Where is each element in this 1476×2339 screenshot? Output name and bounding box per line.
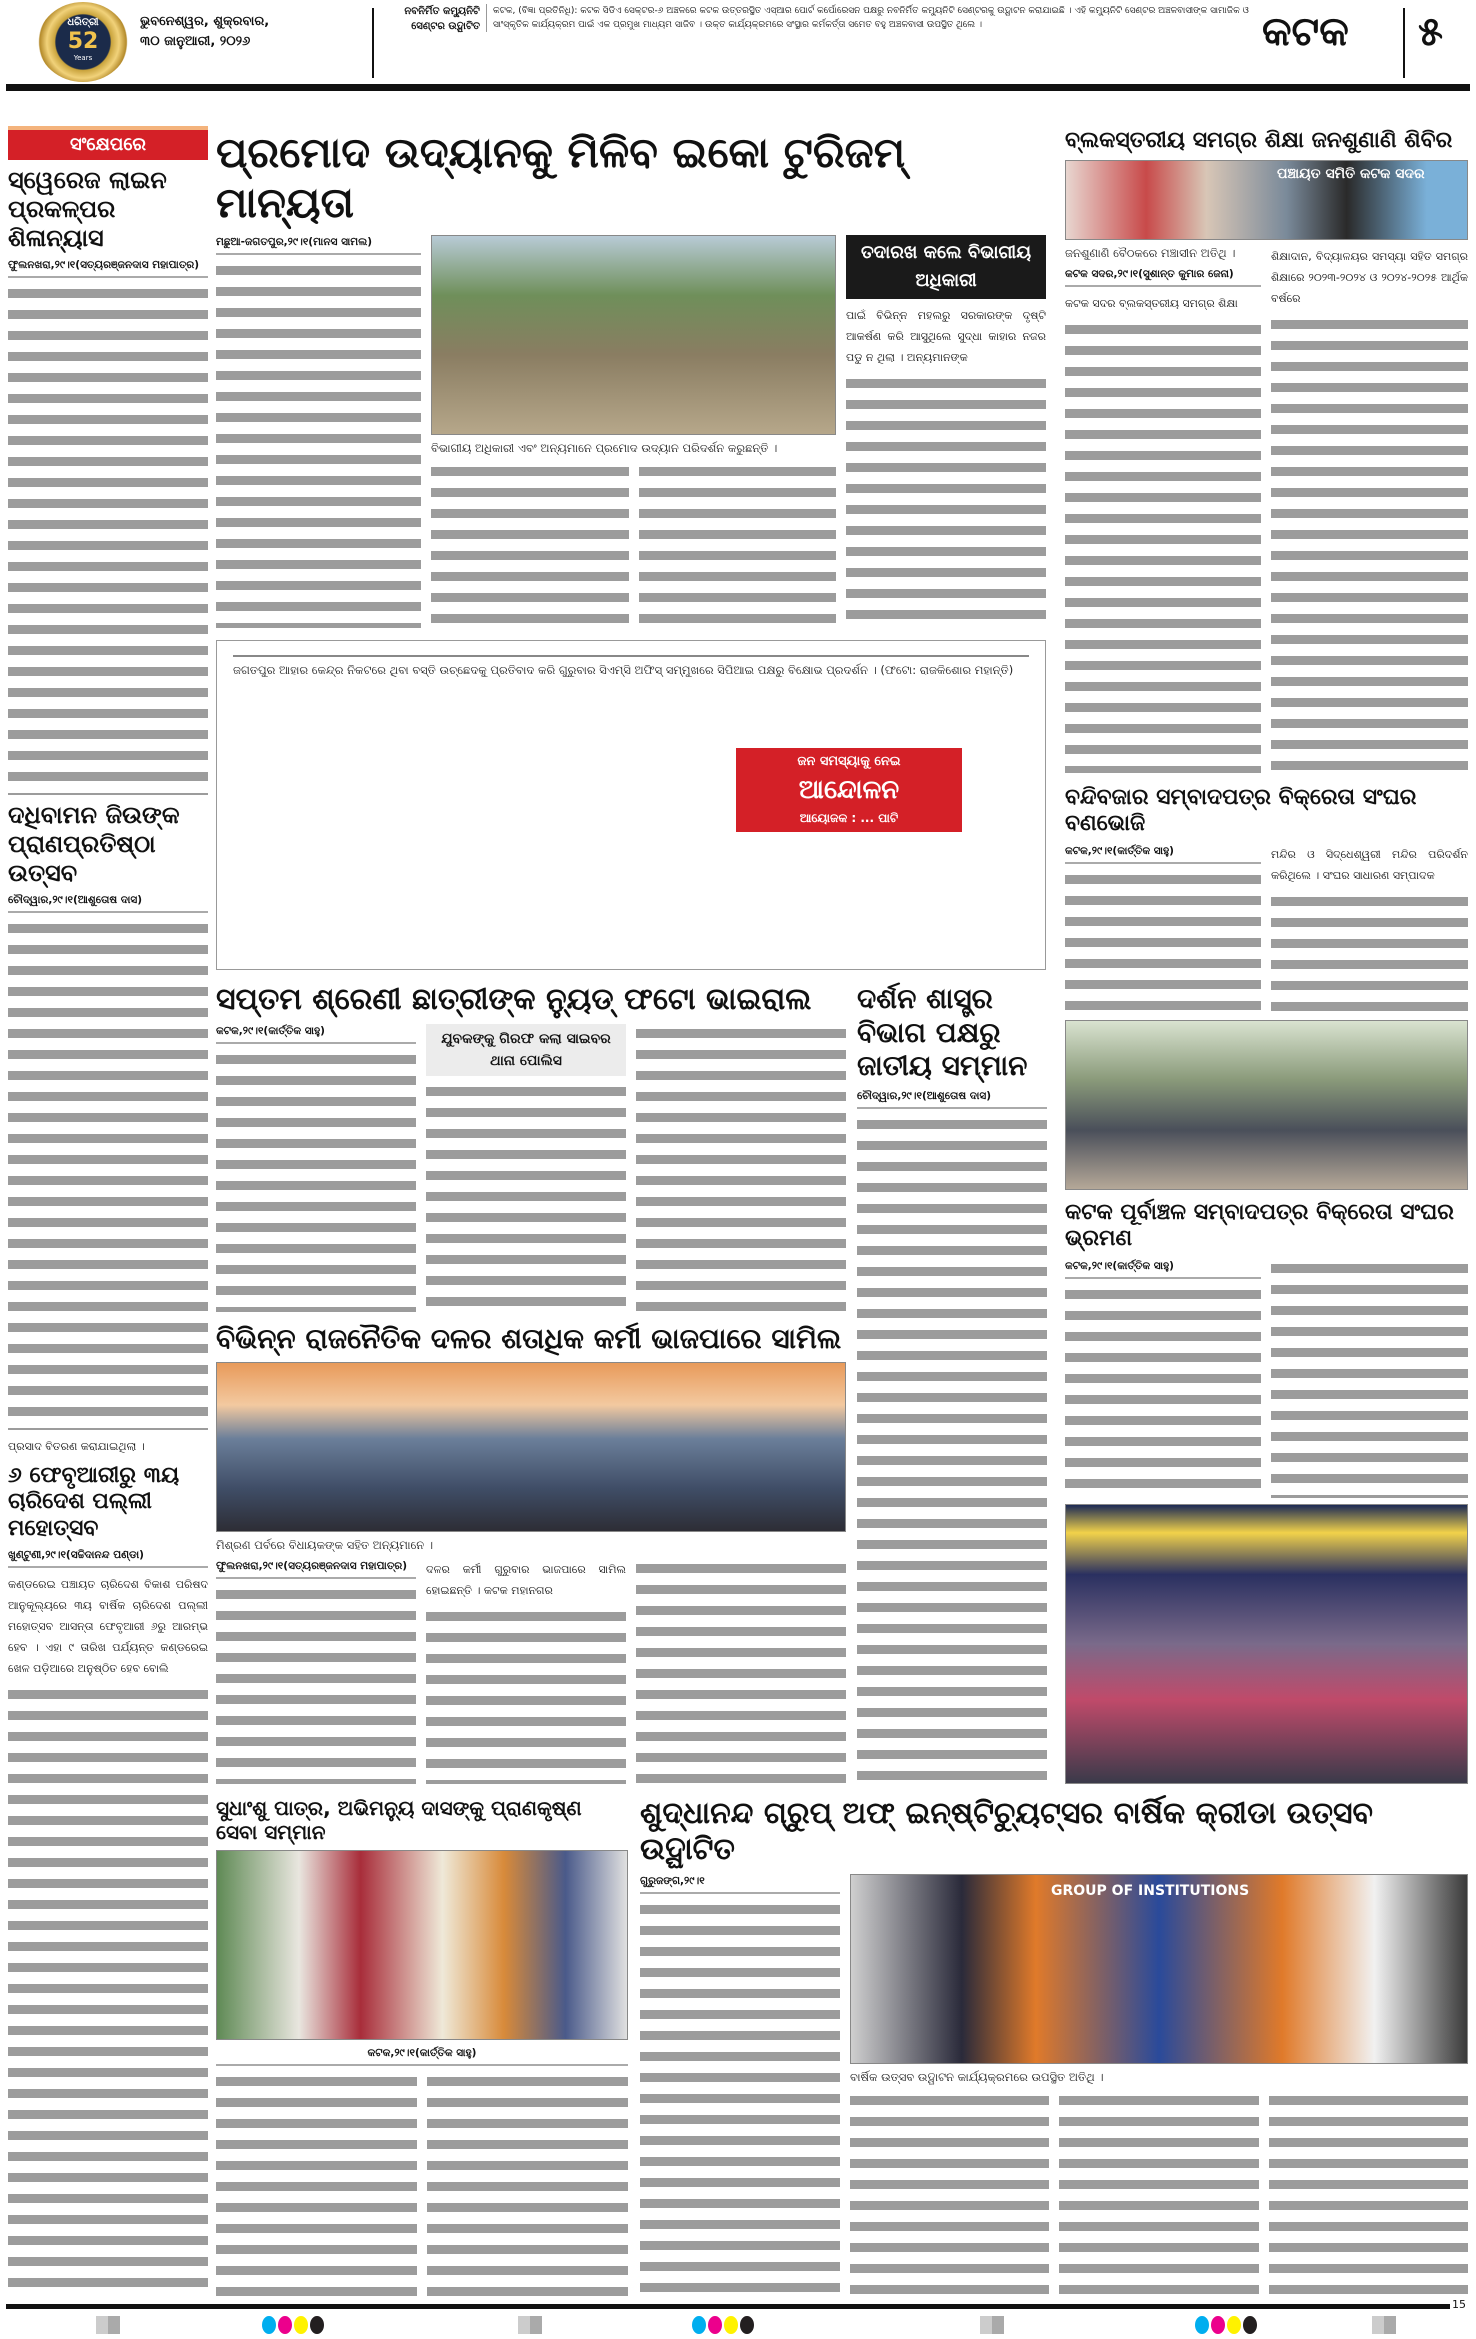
- dateline: କଟକ,୨୯।୧(କାର୍ତ୍ତିକ ସାହୁ): [1065, 844, 1261, 864]
- body-text: [8, 284, 208, 795]
- story-darshan: [857, 982, 1047, 1784]
- body-text: [8, 919, 208, 1430]
- body-text: [1065, 1285, 1261, 1498]
- body-text: କଟକ ସଦର ବ୍ଲକସ୍ତରୀୟ ସମଗ୍ର ଶିକ୍ଷା: [1065, 297, 1238, 311]
- section-city: କଟକ: [1262, 9, 1349, 55]
- body-text: [1271, 892, 1468, 1014]
- body-text: [846, 374, 1046, 628]
- body-text: [857, 1115, 1047, 1784]
- story-purbanchala: [1065, 1200, 1468, 1784]
- registration-mark: [980, 2316, 1004, 2334]
- body-text: [1271, 315, 1468, 773]
- photo-caption: ବାର୍ଷିକ ଉତ୍ସବ ଉଦ୍ଘାଟନ କାର୍ଯ୍ୟକ୍ରମରେ ଉପସ୍ଥିତ ଅତିଥି ।: [850, 2070, 1104, 2084]
- story-sports-festival: [640, 1796, 1468, 2298]
- body-text: [216, 1050, 416, 1312]
- dateline: କଟକ,୨୯।୧(କାର୍ତ୍ତିକ ସାହୁ): [1065, 1259, 1261, 1279]
- folio: 15: [1452, 2298, 1466, 2311]
- body-text: ଶିକ୍ଷାଦାନ, ବିଦ୍ୟାଳୟର ସମସ୍ୟା ସହିତ ସମଗ୍ର ଶିକ୍ଷାରେ ୨୦୨୩-୨୦୨୪ ଓ ୨୦୨୪-୨୦୨୫ ଆର୍ଥିକ ବର୍ଷରେ: [1271, 250, 1468, 306]
- body-text: ମନ୍ଦିର ଓ ସିଦ୍ଧେଶ୍ୱରୀ ମନ୍ଦିର ପରିଦର୍ଶନ କରିଥିଲେ । ସଂଘର ସାଧାରଣ ସମ୍ପାଦକ: [1271, 847, 1468, 882]
- photo-caption: ଜନଶୁଣାଣି ବୈଠକରେ ମଞ୍ଚାସୀନ ଅତିଥି ।: [1065, 246, 1236, 261]
- sub-headline-box: ତଦାରଖ କଲେ ବିଭାଗୀୟ ଅଧିକାରୀ: [846, 235, 1046, 299]
- dateline: କଟକ,୨୯।୧(କାର୍ତ୍ତିକ ସାହୁ): [216, 2046, 628, 2066]
- story-block-hearing: [1065, 128, 1468, 773]
- body-text: କଣ୍ଡରେଇ ପଞ୍ଚାୟତ ଚାରିଦେଶ ବିକାଶ ପରିଷଦ ଆନୁକୂଲ୍ୟରେ ୩ୟ ବାର୍ଷିକ ଚାରିଦେଶ ପଲ୍ଲୀ ମହୋତ୍ସବ ଆସନ୍ତା ଫେବୃଆରୀ ୬ରୁ ଆରମ୍ଭ ହେବ । ଏହା ୯ ତାରିଖ ପର୍ଯ୍ୟନ୍ତ କଣ୍ଡରେଇ ଖେଳ ପଡ଼ିଆରେ ଅନୁଷ୍ଠିତ ହେବ ବୋଲି: [8, 1578, 208, 1676]
- dateline: ମଛୁଆ-ଜଗତପୁର,୨୯।୧(ମାନସ ସାମଲ): [216, 235, 421, 255]
- dateline: ଚୌଦ୍ୱାର,୨୯।୧(ଆଶୁତୋଷ ଦାସ): [857, 1089, 1047, 1109]
- photo-award: [216, 1850, 628, 2040]
- dateline: ଚୌଦ୍ୱାର,୨୯।୧(ଆଶୁତୋଷ ଦାସ): [8, 893, 208, 913]
- registration-mark: [518, 2316, 542, 2334]
- photo-park-visit: [431, 235, 836, 435]
- body-text: [640, 1900, 840, 2298]
- brief-label: ନବନିର୍ମିତ କମ୍ୟୁନିଟି ସେଣ୍ଟର ଉଦ୍ଘାଟିତ: [404, 6, 480, 32]
- headline: ସ୍ୱେରେଜ ଲାଇନ ପ୍ରକଳ୍ପର ଶିଳାନ୍ୟାସ: [8, 166, 167, 252]
- body-text: [636, 1024, 846, 1312]
- photo-tour-group: [1065, 1504, 1468, 1784]
- body-text: [636, 1559, 846, 1784]
- body-text: [431, 462, 629, 628]
- dateline: ଫୁଲନଖରା,୨୯।୧(ସତ୍ୟରଞ୍ଜନଦାସ ମହାପାତ୍ର): [216, 1559, 416, 1579]
- registration-mark: [96, 2316, 120, 2334]
- sub-headline-box: ଯୁବକଙ୍କୁ ଗିରଫ କଲା ସାଇବର ଥାନା ପୋଲିସ: [426, 1024, 626, 1076]
- divider: [1403, 8, 1405, 78]
- main-headline: ପ୍ରମୋଦ ଉଦ୍ୟାନକୁ ମିଳିବ ଇକୋ ଟୁରିଜମ୍ ମାନ୍ୟତା: [216, 128, 906, 228]
- body-text: [1269, 2091, 1468, 2298]
- story-award: [216, 1796, 628, 2298]
- headline: ବନ୍ଦିବଜାର ସମ୍ବାଦପତ୍ର ବିକ୍ରେତା ସଂଘର ବଣଭୋଜି: [1065, 785, 1417, 837]
- headline: ଦଧିବାମନ ଜିଉଙ୍କ ପ୍ରାଣପ୍ରତିଷ୍ଠା ଉତ୍ସବ: [8, 801, 180, 887]
- headline: ବିଭିନ୍ନ ରାଜନୈତିକ ଦଳର ଶତାଧିକ କର୍ମୀ ଭାଜପାରେ ସାମିଲ: [216, 1322, 842, 1355]
- story-bandibazar: [1065, 785, 1468, 1190]
- dateline: ଫୁଲନଖରା,୨୯।୧(ସତ୍ୟରଞ୍ଜନଦାସ ମହାପାତ୍ର): [8, 258, 208, 278]
- logo: ଧରିତ୍ରୀ 52 Years: [38, 2, 128, 82]
- footer-rule: [6, 2304, 1450, 2309]
- photo-caption: ଜଗତପୁର ଆହାର କେନ୍ଦ୍ର ନିକଟରେ ଥିବା ବସ୍ତି ଉଚ୍ଛେଦକୁ ପ୍ରତିବାଦ କରି ଗୁରୁବାର ସିଏମ୍‌ସି ଅଫିସ୍ ସମ୍ମୁଖରେ ସିପିଆଇ ପକ୍ଷରୁ ବିକ୍ଷୋଭ ପ୍ରଦର୍ଶନ । (ଫଟୋ: ରାଜକିଶୋର ମହାନ୍ତି): [233, 663, 1014, 677]
- body-text: [426, 1607, 626, 1784]
- masthead-rule: [6, 84, 1470, 91]
- body-text: [216, 1585, 416, 1784]
- cmyk-marks: [262, 2316, 326, 2338]
- body-text: [427, 2072, 628, 2298]
- dateline: ଗୁରୁଜଙ୍ଗ,୨୯।୧: [640, 1874, 840, 1894]
- photo-frame: [216, 640, 1046, 970]
- body-text: ପାଇଁ ବିଭିନ୍ନ ମହଲରୁ ସରକାରଙ୍କ ଦୃଷ୍ଟି ଆକର୍ଷଣ କରି ଆସୁଥିଲେ ସୁଦ୍ଧା କାହାର ନଜର ପଡୁ ନ ଥିଲା । ଅନ୍ୟମାନଙ୍କ: [846, 308, 1046, 364]
- left-column: [8, 126, 208, 2298]
- body-text: [1271, 1259, 1468, 1498]
- body-text: [216, 2072, 417, 2298]
- headline: ଦର୍ଶନ ଶାସ୍ତ୍ର ବିଭାଗ ପକ୍ଷରୁ ଜାତୀୟ ସମ୍ମାନ: [857, 982, 1028, 1083]
- body-text: [639, 462, 837, 628]
- registration-mark: [1372, 2316, 1396, 2334]
- photo-public-hearing: ପଞ୍ଚାୟତ ସମିତି କଟକ ସଦର: [1065, 160, 1468, 240]
- story-bjp: [216, 1322, 846, 1784]
- headline: ସପ୍ତମ ଶ୍ରେଣୀ ଛାତ୍ରୀଙ୍କ ନ୍ୟୁଡ୍ ଫଟୋ ଭାଇରାଲ: [216, 982, 812, 1017]
- body-text: [1059, 2091, 1258, 2298]
- body-text: [8, 1685, 208, 2298]
- body-text: ଦଳର କର୍ମୀ ଗୁରୁବାର ଭାଜପାରେ ସାମିଲ ହୋଇଛନ୍ତି । କଟକ ମହାନଗର: [426, 1562, 626, 1597]
- main-story: [216, 128, 1046, 628]
- cmyk-marks: [1195, 2316, 1259, 2338]
- body-text: [1065, 320, 1261, 773]
- headline: ୬ ଫେବୃଆରୀରୁ ୩ୟ ଚାରିଦେଶ ପଲ୍ଲୀ ମହୋତ୍ସବ: [8, 1463, 180, 1541]
- photo-sports-festival: GROUP OF INSTITUTIONS: [850, 1874, 1468, 2064]
- issue-date: ଭୁବନେଶ୍ୱର, ଶୁକ୍ରବାର, ୩୦ ଜାନୁଆରୀ, ୨୦୨୬: [140, 14, 270, 49]
- body-text: [426, 1082, 626, 1312]
- body-text: [850, 2091, 1049, 2298]
- photo-caption: ବିଭାଗୀୟ ଅଧିକାରୀ ଏବଂ ଅନ୍ୟମାନେ ପ୍ରମୋଦ ଉଦ୍ୟାନ ପରିଦର୍ଶନ କରୁଛନ୍ତି ।: [431, 440, 778, 455]
- dateline: କଟକ ସଦର,୨୯।୧(ସୁଶାନ୍ତ କୁମାର ଜେନା): [1065, 267, 1261, 287]
- cmyk-marks: [692, 2316, 756, 2338]
- photo-bjp-joining: [216, 1362, 846, 1532]
- section-label: ସଂକ୍ଷେପରେ: [8, 126, 208, 160]
- body-text: [1065, 870, 1261, 1014]
- protest-banner: ଜନ ସମସ୍ୟାକୁ ନେଇ ଆନ୍ଦୋଳନ ଆୟୋଜକ : ... ପାଟି: [734, 746, 964, 834]
- headline: ଶୁଦ୍ଧାନନ୍ଦ ଗ୍ରୁପ୍ ଅଫ୍ ଇନ୍‌ଷ୍ଟିଚ୍ୟୁଟ୍‌ସର ବାର୍ଷିକ କ୍ରୀଡା ଉତ୍ସବ ଉଦ୍ଘାଟିତ: [640, 1796, 1374, 1867]
- page-number: ୫: [1418, 9, 1443, 55]
- brief-text: କଟକ, (ବିଜ୍ଞା ପ୍ରତିନିଧି): କଟକ ସିଡିଏ ସେକ୍ଟର-୬ ଅଞ୍ଚଳରେ କଟକ ଉତ୍ତରସ୍ଥିତ ଏସ୍‌ଆର ପୋର୍ଟ କର୍ପୋରେସନ ପକ୍ଷରୁ ନବନିର୍ମିତ କମ୍ୟୁନିଟି ସେଣ୍ଟରକୁ ଉଦ୍ଘାଟନ କରାଯାଇଛି । ଏହି କମ୍ୟୁନିଟି ସେଣ୍ଟର ଅଞ୍ଚଳବାସୀଙ୍କ ସାମାଜିକ ଓ ସାଂସ୍କୃତିକ କାର୍ଯ୍ୟକ୍ରମ ପାଇଁ ଏକ ପ୍ରମୁଖ ମାଧ୍ୟମ ସାଜିବ । ଉକ୍ତ କାର୍ଯ୍ୟକ୍ରମରେ ସଂସ୍ଥାର କର୍ମକର୍ତ୍ତା ସମେତ ବହୁ ଅଞ୍ଚଳବାସୀ ଉପସ୍ଥିତ ଥିଲେ ।: [486, 4, 1254, 32]
- photo-picnic: [1065, 1020, 1468, 1190]
- story-sapta: [216, 982, 846, 1312]
- body-text: [216, 261, 421, 628]
- body-text: ପ୍ରସାଦ ବିତରଣ କରାଯାଇଥିଲା ।: [8, 1440, 145, 1454]
- dateline: ଖୁଣ୍ଟୁଣୀ,୨୯।୧(ସଚ୍ଚିଦାନନ୍ଦ ପଣ୍ଡା): [8, 1548, 208, 1568]
- headline: ବ୍ଲକସ୍ତରୀୟ ସମଗ୍ର ଶିକ୍ଷା ଜନଶୁଣାଣି ଶିବିର: [1065, 128, 1453, 153]
- headline: ସୁଧାଂଶୁ ପାତ୍ର, ଅଭିମନ୍ୟୁ ଦାସଙ୍କୁ ପ୍ରାଣକୃଷ୍ଣ ସେବା ସମ୍ମାନ: [216, 1796, 582, 1844]
- dateline: କଟକ,୨୯।୧(କାର୍ତ୍ତିକ ସାହୁ): [216, 1024, 416, 1044]
- photo-caption: ମିଶ୍ରଣ ପର୍ବରେ ବିଧାୟକଙ୍କ ସହିତ ଅନ୍ୟମାନେ ।: [216, 1537, 433, 1552]
- divider: [372, 8, 374, 78]
- headline: କଟକ ପୂର୍ବାଞ୍ଚଳ ସମ୍ବାଦପତ୍ର ବିକ୍ରେତା ସଂଘର ଭ୍ରମଣ: [1065, 1200, 1454, 1252]
